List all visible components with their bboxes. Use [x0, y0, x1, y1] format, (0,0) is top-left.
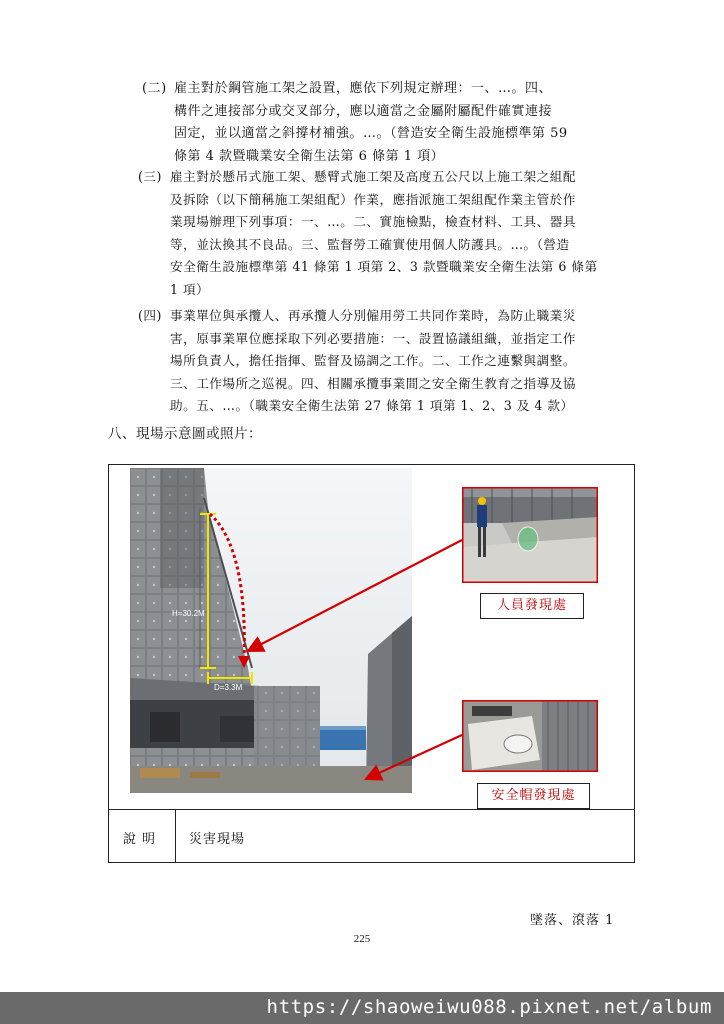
helmet-location-photo: [462, 700, 598, 772]
caption-row: [108, 809, 635, 863]
height-label: H=30.2M: [172, 609, 205, 618]
worker-location-photo: [462, 487, 598, 583]
clause-line: 1 項）: [170, 281, 210, 297]
clause-line: 害，原事業單位應採取下列必要措施：一、設置協議組織，並指定工作: [170, 330, 576, 346]
distance-label: D=3.3M: [214, 683, 243, 692]
clause-line: 助。五、…。（職業安全衛生法第 27 條第 1 項第 1、2、3 及 4 款）: [170, 398, 574, 413]
clause-line: 場所負責人，擔任指揮、監督及協調之工作。二、工作之連繫與調整。: [170, 353, 576, 368]
clause-2: [142, 78, 568, 168]
caption-label: 說明: [122, 832, 161, 847]
caption-divider: [175, 810, 176, 862]
watermark-bar: [0, 992, 724, 1024]
clause-line: 安全衛生設施標準第 41 條第 1 項第 2、3 款暨職業安全衛生法第 6 條第: [170, 259, 598, 274]
site-photo: [130, 468, 412, 793]
clause-3: [138, 166, 598, 301]
worker-found-tag: 人員發現處: [480, 593, 584, 619]
clause-line: 雇主對於鋼管施工架之設置，應依下列規定辦理：一、…。四、: [174, 81, 553, 96]
caption-text: 災害現場: [189, 832, 246, 847]
clause-number: (二): [142, 81, 167, 96]
footer-category: 墜落、滾落 1: [530, 913, 615, 928]
watermark-url: https://shaoweiwu088.pixnet.net/album: [266, 996, 712, 1018]
clause-line: 等，並汰換其不良品。三、監督勞工確實使用個人防護具。…。（營造: [170, 236, 570, 252]
clause-number: (三): [138, 169, 162, 184]
clause-line: 事業單位與承攬人、再承攬人分別僱用勞工共同作業時，為防止職業災: [170, 308, 576, 323]
page-number: 225: [353, 933, 371, 945]
clause-line: 條第 4 款暨職業安全衛生法第 6 條第 1 項）: [174, 148, 445, 164]
clause-line: 三、工作場所之巡視。四、相關承攬事業間之安全衛生教育之指導及協: [170, 375, 576, 391]
section-heading: 八、現場示意圖或照片：: [108, 426, 262, 442]
clause-number: (四): [138, 308, 162, 323]
clause-line: 雇主對於懸吊式施工架、懸臂式施工架及高度五公尺以上施工架之組配: [170, 169, 576, 184]
clause-line: 構件之連接部分或交叉部分，應以適當之金屬附屬配件確實連接: [174, 103, 553, 119]
helmet-found-tag: 安全帽發現處: [477, 783, 590, 809]
clause-4: [138, 305, 576, 418]
clause-line: 及拆除（以下簡稱施工架組配）作業，應指派施工架組配作業主管於作: [170, 191, 576, 207]
clause-line: 固定，並以適當之斜撐材補強。…。（營造安全衛生設施標準第 59: [174, 126, 568, 141]
clause-line: 業現場辦理下列事項：一、…。二、實施檢點，檢查材料、工具、器具: [170, 214, 576, 229]
